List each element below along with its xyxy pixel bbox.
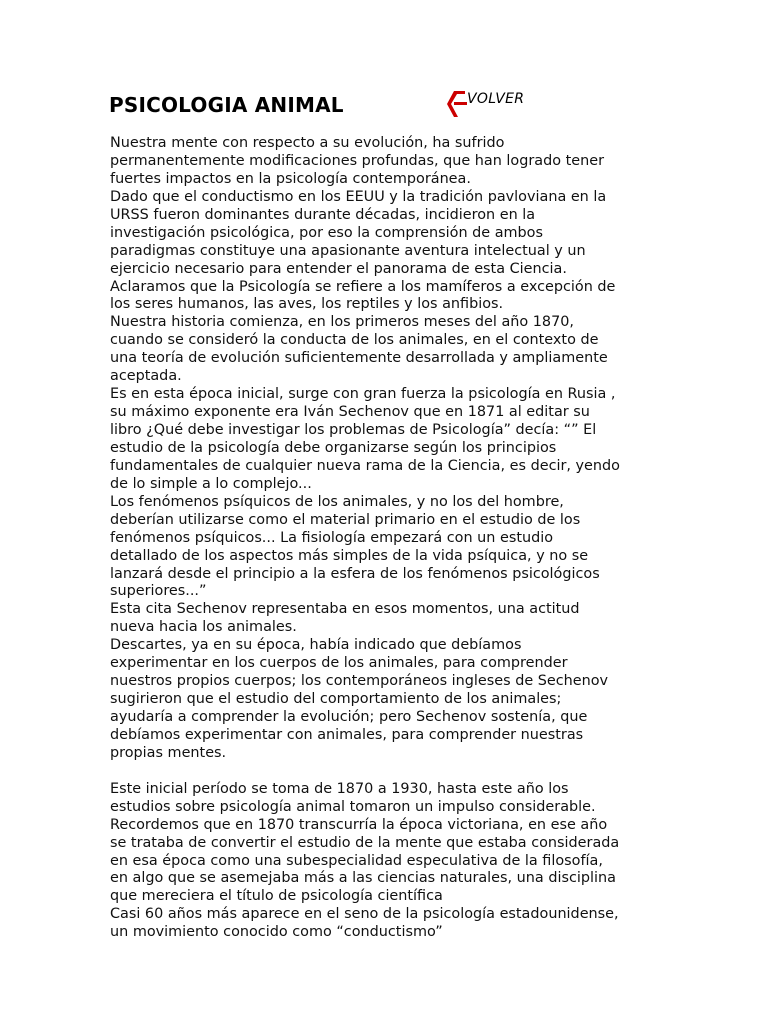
text-line: sugirieron que el estudio del comportamiento de los animales; (110, 691, 562, 708)
text-line: fuertes impactos en la psicología contemporánea. (110, 170, 471, 187)
text-line: URSS fueron dominantes durante décadas, incidieron en la (110, 206, 536, 223)
page-title: PSICOLOGIA ANIMAL (109, 93, 344, 117)
text-line: en algo que se asemejaba más a las ciencias naturales, una disciplina (110, 870, 616, 887)
text-line: aceptada. (110, 368, 182, 385)
text-line: Dado que el conductismo en los EEUU y la tradición pavloviana en la (110, 188, 607, 205)
text-line: Nuestra mente con respecto a su evolución, ha sufrido (110, 135, 505, 151)
document-body (110, 135, 670, 942)
volver-link[interactable] (445, 88, 545, 118)
text-line: de lo simple a lo complejo... (110, 475, 312, 492)
text-line: Recordemos que en 1870 transcurría la época victoriana, en ese año (110, 816, 608, 833)
text-line: propias mentes. (110, 744, 227, 761)
text-line: lanzará desde el principio a la esfera de los fenómenos psicológicos (110, 565, 600, 582)
text-line: superiores...” (110, 583, 207, 600)
text-line: que mereciera el título de psicología científica (110, 888, 443, 905)
text-line: debíamos experimentar con animales, para comprender nuestras (110, 726, 584, 743)
text-line: Este inicial período se toma de 1870 a 1930, hasta este año los (110, 780, 569, 797)
text-line: estudios sobre psicología animal tomaron un impulso considerable. (110, 798, 596, 815)
text-line: los seres humanos, las aves, los reptiles y los anfibios. (110, 296, 504, 313)
text-line: estudio de la psicología debe organizarse según los principios (110, 439, 557, 456)
text-line: un movimiento conocido como “conductismo” (110, 924, 443, 941)
volver-link-label: VOLVER (467, 91, 525, 107)
text-line: nueva hacia los animales. (110, 619, 297, 636)
document-header (109, 88, 649, 124)
text-line: Descartes, ya en su época, había indicado que debíamos (110, 637, 522, 654)
text-line: su máximo exponente era Iván Sechenov que en 1871 al editar su (110, 404, 590, 421)
blank-line (110, 763, 670, 781)
text-line: Nuestra historia comienza, en los primeros meses del año 1870, (110, 314, 574, 331)
text-line: detallado de los aspectos más simples de la vida psíquica, y no se (110, 547, 589, 564)
text-line: fenómenos psíquicos... La fisiología empezará con un estudio (110, 529, 554, 546)
text-line: Aclaramos que la Psicología se refiere a los mamíferos a excepción de (110, 278, 616, 295)
text-line: Casi 60 años más aparece en el seno de la psicología estadounidense, (110, 906, 619, 923)
text-line: paradigmas constituye una apasionante aventura intelectual y un (110, 242, 586, 259)
text-line: investigación psicológica, por eso la comprensión de ambos (110, 224, 543, 241)
text-line: Esta cita Sechenov representaba en esos momentos, una actitud (110, 601, 580, 618)
text-line: una teoría de evolución suficientemente desarrollada y ampliamente (110, 350, 608, 367)
text-line: permanentemente modificaciones profundas, que han logrado tener (110, 152, 604, 169)
text-line: en esa época como una subespecialidad especulativa de la filosofía, (110, 852, 603, 869)
text-line: cuando se consideró la conducta de los animales, en el contexto de (110, 332, 599, 349)
text-line: nuestros propios cuerpos; los contemporáneos ingleses de Sechenov (110, 673, 609, 690)
text-line: se trataba de convertir el estudio de la mente que estaba considerada (110, 834, 620, 851)
text-line: Es en esta época inicial, surge con gran fuerza la psicología en Rusia , (110, 386, 616, 403)
text-line: experimentar en los cuerpos de los animales, para comprender (110, 655, 568, 672)
text-line: ejercicio necesario para entender el panorama de esta Ciencia. (110, 260, 567, 277)
text-line: libro ¿Qué debe investigar los problemas de Psicología” decía: “” El (110, 422, 597, 438)
text-line: ayudaría a comprender la evolución; pero Sechenov sostenía, que (110, 709, 588, 725)
text-line: Los fenómenos psíquicos de los animales, y no los del hombre, (110, 493, 564, 510)
text-line: fundamentales de cualquier nueva rama de la Ciencia, es decir, yendo (110, 457, 620, 474)
text-line: deberían utilizarse como el material primario en el estudio de los (110, 511, 581, 528)
